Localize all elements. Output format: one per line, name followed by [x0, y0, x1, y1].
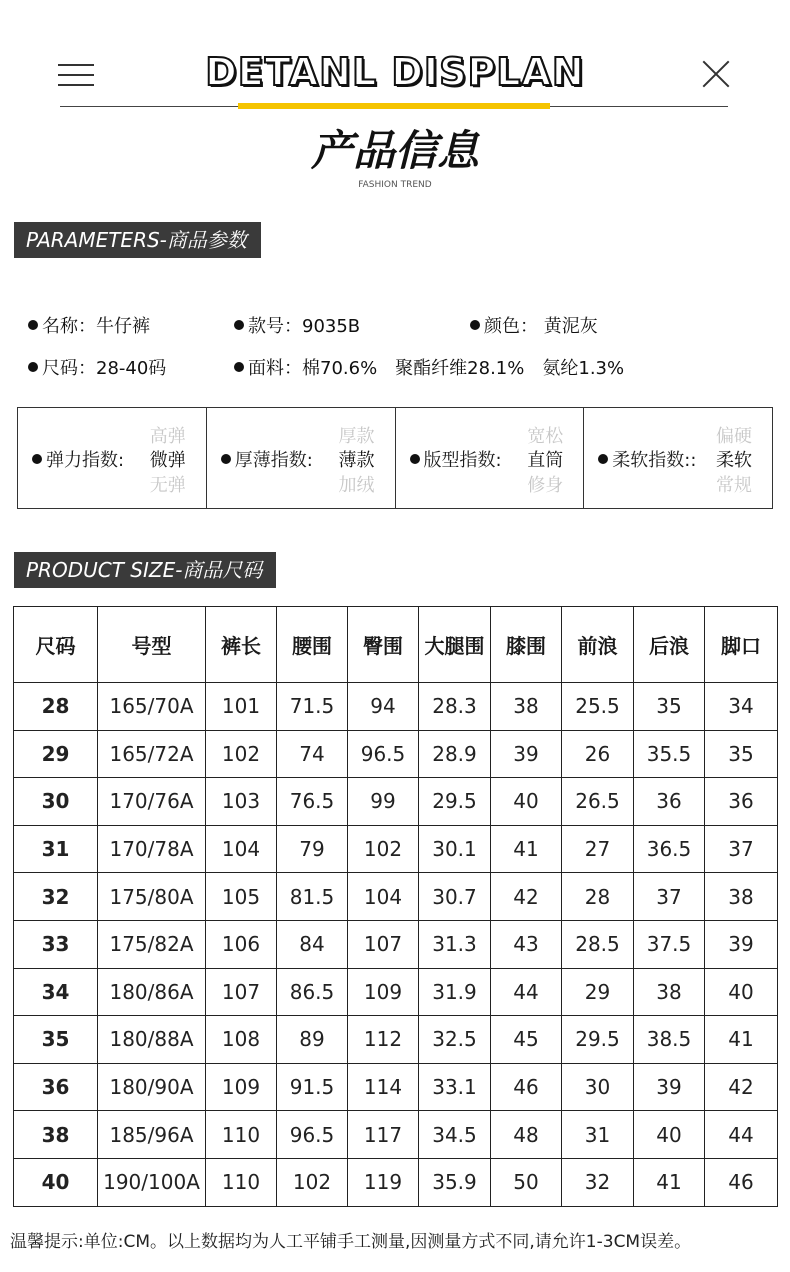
table-cell: 39	[705, 920, 778, 968]
index-elasticity	[18, 408, 207, 508]
bullet-icon	[221, 454, 231, 464]
table-cell: 94	[348, 683, 419, 731]
table-cell: 89	[277, 1016, 348, 1064]
size-table	[13, 606, 778, 1207]
table-cell: 84	[277, 920, 348, 968]
table-cell: 26	[562, 730, 634, 778]
table-cell: 96.5	[277, 1111, 348, 1159]
index-option-low: 加绒	[338, 475, 375, 496]
table-cell: 175/80A	[98, 873, 206, 921]
column-header: 大腿围	[419, 607, 491, 683]
table-cell: 42	[491, 873, 562, 921]
bullet-icon	[410, 454, 420, 464]
table-cell: 91.5	[277, 1063, 348, 1111]
index-box	[17, 407, 773, 509]
param-color-text: 颜色： 黄泥灰	[484, 316, 598, 337]
table-row	[14, 873, 778, 921]
table-cell: 38	[705, 873, 778, 921]
column-header: 前浪	[562, 607, 634, 683]
table-cell: 101	[206, 683, 277, 731]
table-cell: 46	[491, 1063, 562, 1111]
param-color	[470, 312, 598, 338]
index-option-selected: 柔软	[716, 450, 752, 471]
table-cell: 175/82A	[98, 920, 206, 968]
table-row	[14, 683, 778, 731]
table-cell: 170/76A	[98, 778, 206, 826]
table-cell: 165/70A	[98, 683, 206, 731]
column-header: 臀围	[348, 607, 419, 683]
column-header: 腰围	[277, 607, 348, 683]
column-header: 后浪	[634, 607, 705, 683]
table-cell: 41	[705, 1016, 778, 1064]
table-cell: 35.5	[634, 730, 705, 778]
table-cell: 102	[348, 825, 419, 873]
column-header: 号型	[98, 607, 206, 683]
table-cell: 180/86A	[98, 968, 206, 1016]
table-cell: 180/90A	[98, 1063, 206, 1111]
table-cell: 31.3	[419, 920, 491, 968]
table-cell: 74	[277, 730, 348, 778]
hamburger-menu-icon[interactable]	[58, 62, 94, 88]
table-cell: 38	[491, 683, 562, 731]
table-cell: 29.5	[419, 778, 491, 826]
table-row	[14, 825, 778, 873]
table-cell: 96.5	[348, 730, 419, 778]
table-cell: 40	[705, 968, 778, 1016]
parameters-section-title: PARAMETERS-商品参数	[14, 222, 261, 258]
table-cell: 35	[634, 683, 705, 731]
index-option-high: 厚款	[338, 426, 375, 447]
table-cell: 34	[705, 683, 778, 731]
header-accent-bar	[238, 103, 550, 109]
table-cell: 41	[491, 825, 562, 873]
table-header-row	[14, 607, 778, 683]
bullet-icon	[598, 454, 608, 464]
param-fabric-text: 面料：棉70.6% 聚酯纤维28.1% 氨纶1.3%	[248, 358, 625, 379]
table-row	[14, 1111, 778, 1159]
index-option-selected: 微弹	[149, 450, 186, 471]
index-fit	[396, 408, 585, 508]
table-cell: 180/88A	[98, 1016, 206, 1064]
table-row	[14, 1158, 778, 1206]
table-cell: 41	[634, 1158, 705, 1206]
table-cell: 44	[705, 1111, 778, 1159]
table-cell: 102	[206, 730, 277, 778]
table-cell: 117	[348, 1111, 419, 1159]
table-cell: 30	[562, 1063, 634, 1111]
table-cell: 31.9	[419, 968, 491, 1016]
table-cell: 190/100A	[98, 1158, 206, 1206]
bullet-icon	[32, 454, 42, 464]
table-cell: 44	[491, 968, 562, 1016]
index-option-selected: 薄款	[338, 450, 375, 471]
table-cell: 114	[348, 1063, 419, 1111]
table-cell: 28.9	[419, 730, 491, 778]
index-option-high: 宽松	[527, 426, 564, 447]
table-cell: 36	[705, 778, 778, 826]
param-model	[234, 312, 360, 338]
table-cell: 29	[562, 968, 634, 1016]
table-cell: 79	[277, 825, 348, 873]
column-header: 裤长	[206, 607, 277, 683]
close-icon[interactable]	[700, 58, 732, 90]
param-size-range	[28, 354, 166, 380]
index-softness	[584, 408, 772, 508]
table-cell: 76.5	[277, 778, 348, 826]
size-cell: 31	[14, 825, 98, 873]
table-cell: 48	[491, 1111, 562, 1159]
index-option-high: 高弹	[149, 426, 186, 447]
table-cell: 35	[705, 730, 778, 778]
index-label: 柔软指数::	[612, 450, 697, 471]
table-cell: 165/72A	[98, 730, 206, 778]
brand-title: DETANL DISPLAN	[205, 50, 585, 94]
table-cell: 107	[206, 968, 277, 1016]
table-cell: 104	[206, 825, 277, 873]
table-cell: 28.5	[562, 920, 634, 968]
index-option-selected: 直筒	[527, 450, 564, 471]
table-cell: 42	[705, 1063, 778, 1111]
table-row	[14, 730, 778, 778]
column-header: 脚口	[705, 607, 778, 683]
param-fabric	[234, 354, 624, 380]
size-cell: 28	[14, 683, 98, 731]
table-cell: 34.5	[419, 1111, 491, 1159]
index-option-low: 修身	[527, 475, 564, 496]
table-cell: 40	[491, 778, 562, 826]
table-cell: 110	[206, 1111, 277, 1159]
size-cell: 35	[14, 1016, 98, 1064]
footnote: 温馨提示:单位:CM。以上数据均为人工平铺手工测量,因测量方式不同,请允许1-3CM误差。	[10, 1232, 692, 1252]
table-cell: 37.5	[634, 920, 705, 968]
column-header: 膝围	[491, 607, 562, 683]
table-cell: 104	[348, 873, 419, 921]
table-cell: 106	[206, 920, 277, 968]
table-cell: 110	[206, 1158, 277, 1206]
table-cell: 50	[491, 1158, 562, 1206]
size-cell: 38	[14, 1111, 98, 1159]
table-cell: 112	[348, 1016, 419, 1064]
table-cell: 27	[562, 825, 634, 873]
size-cell: 36	[14, 1063, 98, 1111]
size-cell: 34	[14, 968, 98, 1016]
table-row	[14, 920, 778, 968]
param-name	[28, 312, 150, 338]
index-label: 弹力指数:	[46, 450, 125, 471]
size-cell: 30	[14, 778, 98, 826]
size-section-title: PRODUCT SIZE-商品尺码	[14, 552, 276, 588]
table-cell: 30.7	[419, 873, 491, 921]
table-cell: 45	[491, 1016, 562, 1064]
table-cell: 86.5	[277, 968, 348, 1016]
table-cell: 29.5	[562, 1016, 634, 1064]
table-cell: 99	[348, 778, 419, 826]
page-subtitle: FASHION TREND	[358, 180, 432, 190]
table-cell: 170/78A	[98, 825, 206, 873]
bullet-icon	[28, 320, 38, 330]
table-cell: 40	[634, 1111, 705, 1159]
bullet-icon	[234, 362, 244, 372]
bullet-icon	[234, 320, 244, 330]
table-cell: 38	[634, 968, 705, 1016]
table-cell: 185/96A	[98, 1111, 206, 1159]
column-header: 尺码	[14, 607, 98, 683]
table-cell: 39	[491, 730, 562, 778]
size-cell: 40	[14, 1158, 98, 1206]
size-cell: 32	[14, 873, 98, 921]
table-cell: 71.5	[277, 683, 348, 731]
bullet-icon	[28, 362, 38, 372]
table-cell: 39	[634, 1063, 705, 1111]
table-cell: 43	[491, 920, 562, 968]
table-cell: 33.1	[419, 1063, 491, 1111]
table-cell: 32	[562, 1158, 634, 1206]
page-title: 产品信息	[310, 126, 479, 175]
size-cell: 29	[14, 730, 98, 778]
table-row	[14, 1016, 778, 1064]
table-cell: 28.3	[419, 683, 491, 731]
bullet-icon	[470, 320, 480, 330]
table-cell: 81.5	[277, 873, 348, 921]
table-cell: 102	[277, 1158, 348, 1206]
param-model-text: 款号：9035B	[248, 316, 361, 337]
table-row	[14, 778, 778, 826]
table-cell: 37	[705, 825, 778, 873]
table-cell: 35.9	[419, 1158, 491, 1206]
table-cell: 108	[206, 1016, 277, 1064]
size-cell: 33	[14, 920, 98, 968]
table-row	[14, 1063, 778, 1111]
table-cell: 46	[705, 1158, 778, 1206]
index-thickness	[207, 408, 396, 508]
table-cell: 38.5	[634, 1016, 705, 1064]
table-cell: 103	[206, 778, 277, 826]
param-size-range-text: 尺码：28-40码	[42, 358, 167, 379]
table-cell: 31	[562, 1111, 634, 1159]
table-cell: 109	[206, 1063, 277, 1111]
table-body	[14, 683, 778, 1207]
index-option-high: 偏硬	[716, 426, 752, 447]
table-cell: 119	[348, 1158, 419, 1206]
table-cell: 107	[348, 920, 419, 968]
table-cell: 25.5	[562, 683, 634, 731]
table-cell: 30.1	[419, 825, 491, 873]
index-option-low: 无弹	[149, 475, 186, 496]
table-cell: 36.5	[634, 825, 705, 873]
index-option-low: 常规	[716, 475, 752, 496]
index-label: 厚薄指数:	[234, 450, 313, 471]
param-name-text: 名称：牛仔裤	[42, 316, 150, 337]
table-cell: 36	[634, 778, 705, 826]
table-cell: 105	[206, 873, 277, 921]
index-label: 版型指数:	[423, 450, 502, 471]
table-cell: 32.5	[419, 1016, 491, 1064]
table-row	[14, 968, 778, 1016]
table-cell: 109	[348, 968, 419, 1016]
table-cell: 28	[562, 873, 634, 921]
table-cell: 37	[634, 873, 705, 921]
table-cell: 26.5	[562, 778, 634, 826]
